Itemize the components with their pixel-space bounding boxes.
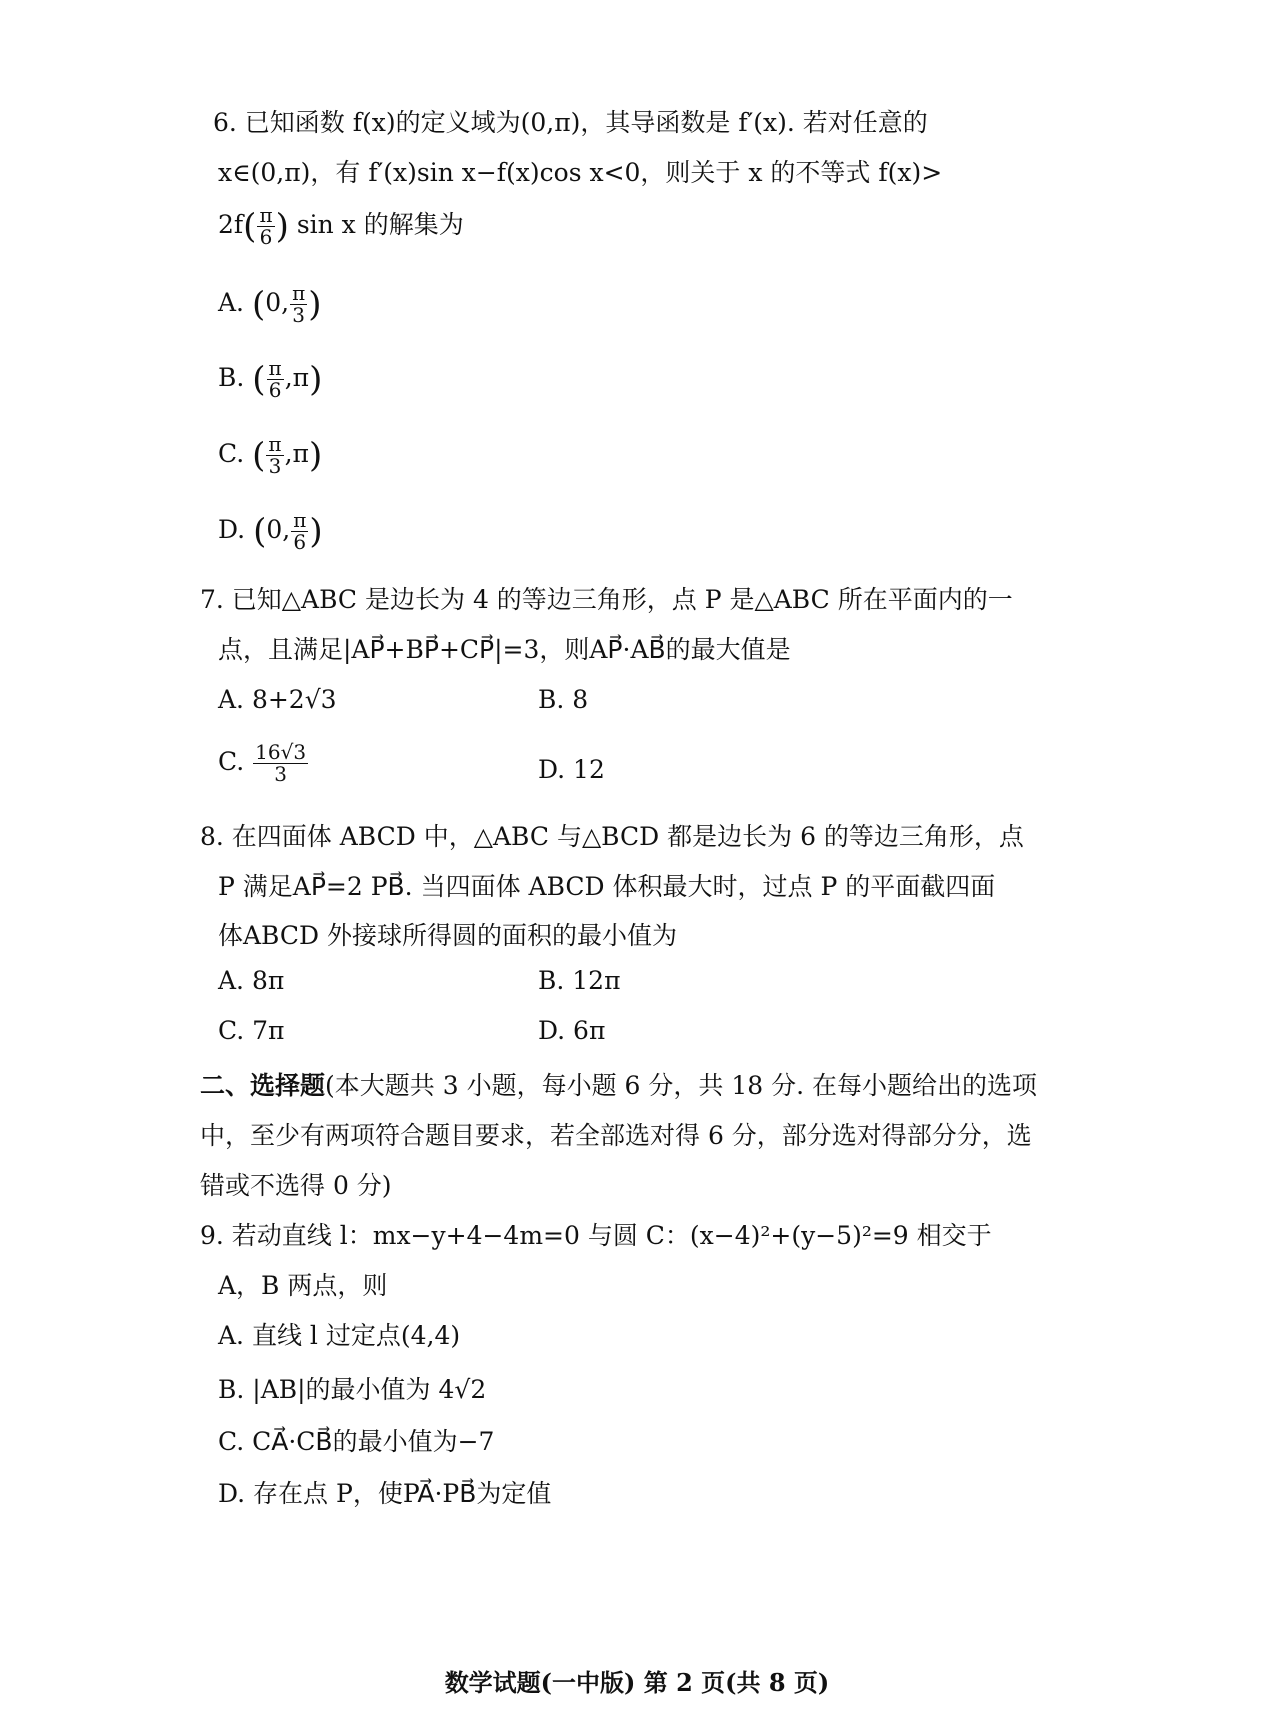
q9-option-c[interactable]: C. CA⃗·CB⃗的最小值为−7 bbox=[218, 1427, 495, 1456]
q8-option-c[interactable]: C. 7π bbox=[218, 1016, 285, 1045]
q6-line-3-fraction: $\frac{\pi}{6}$ bbox=[259, 203, 273, 249]
q7-option-c[interactable]: C. $\frac{16√3}{3}$ bbox=[218, 740, 307, 786]
section-2-instructions-2: 中，至少有两项符合题目要求，若全部选对得 6 分，部分选对得部分分，选 bbox=[200, 1121, 1032, 1150]
q6-option-c[interactable]: C. ( $\frac{\pi}{3}$ ,π) bbox=[218, 432, 323, 478]
section-2-instructions-3: 错或不选得 0 分) bbox=[200, 1171, 392, 1200]
q6-line-3: 2f( $\frac{\pi}{6}$ ) sin x 的解集为 bbox=[218, 203, 464, 249]
q9-line-2: A，B 两点，则 bbox=[218, 1271, 388, 1300]
q7-option-b[interactable]: B. 8 bbox=[538, 685, 589, 714]
section-2-instructions-1: (本大题共 3 小题，每小题 6 分，共 18 分. 在每小题给出的选项 bbox=[325, 1071, 1037, 1100]
section-2-title: 二、选择题 bbox=[200, 1071, 326, 1100]
q6-line-1: 6. 已知函数 f(x)的定义域为(0,π)，其导函数是 f′(x). 若对任意的 bbox=[213, 108, 928, 137]
q6-line-3-prefix: 2f bbox=[218, 210, 244, 239]
q6-option-a[interactable]: A. (0, $\frac{\pi}{3}$ ) bbox=[218, 281, 322, 327]
q8-line-3: 体ABCD 外接球所得圆的面积的最小值为 bbox=[218, 921, 678, 950]
q8-line-2: P 满足AP⃗=2 PB⃗. 当四面体 ABCD 体积最大时，过点 P 的平面截四面 bbox=[218, 872, 996, 901]
page-footer: 数学试题(一中版) 第 2 页(共 8 页) bbox=[444, 1668, 830, 1697]
q7-option-a[interactable]: A. 8+2√3 bbox=[218, 685, 337, 714]
q8-line-1: 8. 在四面体 ABCD 中，△ABC 与△BCD 都是边长为 6 的等边三角形，点 bbox=[200, 822, 1024, 851]
q6-line-3-suffix: sin x 的解集为 bbox=[296, 210, 464, 239]
q6-option-b[interactable]: B. ( $\frac{\pi}{6}$ ,π) bbox=[218, 356, 323, 402]
q9-option-b[interactable]: B. |AB|的最小值为 4√2 bbox=[218, 1375, 487, 1404]
q7-option-d[interactable]: D. 12 bbox=[538, 755, 605, 784]
q7-line-2: 点，且满足|AP⃗+BP⃗+CP⃗|=3，则AP⃗·AB⃗的最大值是 bbox=[218, 635, 791, 664]
q8-option-b[interactable]: B. 12π bbox=[538, 966, 621, 995]
q8-option-a[interactable]: A. 8π bbox=[218, 966, 285, 995]
q6-line-2: x∈(0,π)，有 f′(x)sin x−f(x)cos x<0，则关于 x 的不等式 f(x)> bbox=[218, 158, 943, 187]
q9-option-a[interactable]: A. 直线 l 过定点(4,4) bbox=[218, 1321, 461, 1350]
q9-line-1: 9. 若动直线 l：mx−y+4−4m=0 与圆 C：(x−4)²+(y−5)²=9 相交于 bbox=[200, 1221, 992, 1250]
q8-option-d[interactable]: D. 6π bbox=[538, 1016, 606, 1045]
q7-line-1: 7. 已知△ABC 是边长为 4 的等边三角形，点 P 是△ABC 所在平面内的一 bbox=[200, 585, 1013, 614]
q9-option-d[interactable]: D. 存在点 P，使PA⃗·PB⃗为定值 bbox=[218, 1479, 552, 1508]
q6-option-d[interactable]: D. (0, $\frac{\pi}{6}$ ) bbox=[218, 508, 323, 554]
section-2-heading bbox=[200, 1066, 1037, 1102]
